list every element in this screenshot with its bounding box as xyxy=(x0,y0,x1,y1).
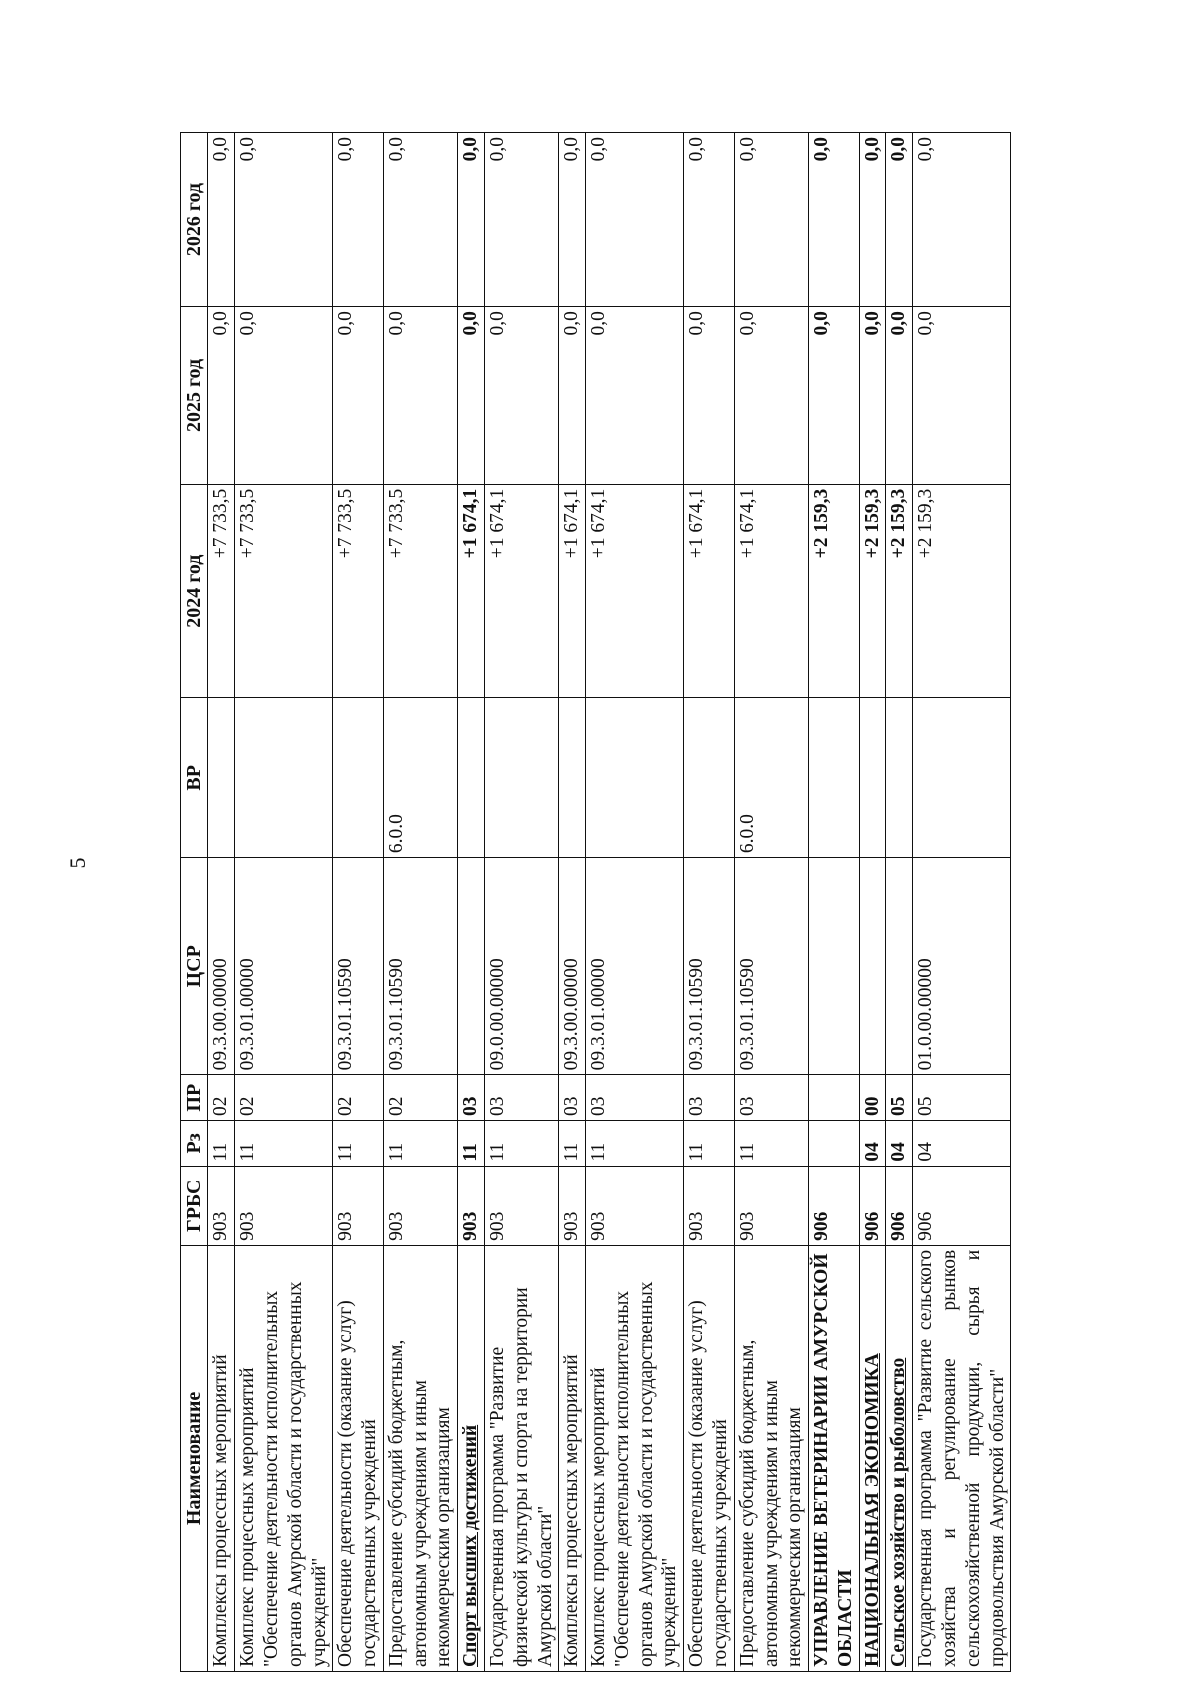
row-csr-cell xyxy=(859,858,886,1075)
row-csr-cell: 09.3.01.10590 xyxy=(383,858,457,1075)
row-grbs-cell: 906 xyxy=(809,1166,860,1245)
table-row xyxy=(913,133,1011,1672)
row-name-cell: Сельское хозяйство и рыболовство xyxy=(886,1245,913,1671)
row-vr-cell xyxy=(809,698,860,858)
row-2024-cell: +7 733,5 xyxy=(333,484,384,698)
row-2026-cell: 0,0 xyxy=(559,133,586,307)
row-2025-cell: 0,0 xyxy=(484,307,558,485)
row-csr-cell xyxy=(458,858,485,1075)
row-csr-cell: 09.3.00.00000 xyxy=(208,858,235,1075)
row-name-cell: Комплексы процессных мероприятий xyxy=(559,1245,586,1671)
row-name-cell: Государственная программа "Развитие физической культуры и спорта на территории Амурской области" xyxy=(484,1245,558,1671)
row-rz-cell xyxy=(809,1121,860,1167)
header-2026: 2026 год xyxy=(181,133,208,307)
row-2024-cell: +1 674,1 xyxy=(458,484,485,698)
row-2024-cell: +2 159,3 xyxy=(809,484,860,698)
row-2025-cell: 0,0 xyxy=(235,307,333,485)
row-vr-cell xyxy=(458,698,485,858)
row-rz-cell: 11 xyxy=(208,1121,235,1167)
row-pr-cell: 05 xyxy=(913,1075,1011,1121)
row-csr-cell: 09.3.01.00000 xyxy=(235,858,333,1075)
row-2025-cell: 0,0 xyxy=(886,307,913,485)
row-pr-cell: 02 xyxy=(333,1075,384,1121)
table-row xyxy=(208,133,235,1672)
row-vr-cell xyxy=(684,698,735,858)
row-grbs-cell: 903 xyxy=(333,1166,384,1245)
row-2024-cell: +1 674,1 xyxy=(684,484,735,698)
row-name-cell: Комплекс процессных мероприятий "Обеспечение деятельности исполнительных органов Амурской области и государственных учреждений" xyxy=(586,1245,684,1671)
row-name-cell: Комплексы процессных мероприятий xyxy=(208,1245,235,1671)
row-2026-cell: 0,0 xyxy=(886,133,913,307)
row-vr-cell xyxy=(484,698,558,858)
row-rz-cell: 11 xyxy=(559,1121,586,1167)
table-body xyxy=(208,133,1011,1672)
row-2024-cell: +2 159,3 xyxy=(913,484,1011,698)
row-rz-cell: 11 xyxy=(586,1121,684,1167)
row-rz-cell: 04 xyxy=(913,1121,1011,1167)
row-2025-cell: 0,0 xyxy=(208,307,235,485)
row-2025-cell: 0,0 xyxy=(383,307,457,485)
table-row xyxy=(684,133,735,1672)
row-rz-cell: 11 xyxy=(734,1121,808,1167)
row-rz-cell: 11 xyxy=(684,1121,735,1167)
row-name-cell: Комплекс процессных мероприятий "Обеспечение деятельности исполнительных органов Амурской области и государственных учреждений" xyxy=(235,1245,333,1671)
row-2026-cell: 0,0 xyxy=(235,133,333,307)
header-vr: ВР xyxy=(181,698,208,858)
row-2025-cell: 0,0 xyxy=(809,307,860,485)
row-grbs-cell: 903 xyxy=(383,1166,457,1245)
row-pr-cell: 02 xyxy=(208,1075,235,1121)
row-2024-cell: +7 733,5 xyxy=(383,484,457,698)
row-name-cell: Государственная программа "Развитие сельского хозяйства и регулирование рынков сельскохозяйственной продукции, сырья и продовольствия Амурской области" xyxy=(913,1245,1011,1671)
row-name-cell: Предоставление субсидий бюджетным, автономным учреждениям и иным некоммерческим организациям xyxy=(734,1245,808,1671)
table-row xyxy=(734,133,808,1672)
row-rz-cell: 11 xyxy=(383,1121,457,1167)
row-csr-cell: 09.3.00.00000 xyxy=(559,858,586,1075)
row-vr-cell xyxy=(913,698,1011,858)
row-name-cell: Предоставление субсидий бюджетным, автономным учреждениям и иным некоммерческим организациям xyxy=(383,1245,457,1671)
table-row xyxy=(809,133,860,1672)
row-pr-cell: 03 xyxy=(458,1075,485,1121)
row-pr-cell: 03 xyxy=(484,1075,558,1121)
row-2026-cell: 0,0 xyxy=(208,133,235,307)
header-name: Наименование xyxy=(181,1245,208,1671)
row-grbs-cell: 903 xyxy=(458,1166,485,1245)
table-row xyxy=(484,133,558,1672)
row-2025-cell: 0,0 xyxy=(859,307,886,485)
table-row xyxy=(586,133,684,1672)
row-2026-cell: 0,0 xyxy=(333,133,384,307)
row-2026-cell: 0,0 xyxy=(913,133,1011,307)
row-vr-cell xyxy=(586,698,684,858)
row-csr-cell xyxy=(886,858,913,1075)
table-row xyxy=(333,133,384,1672)
row-2025-cell: 0,0 xyxy=(913,307,1011,485)
table-row xyxy=(458,133,485,1672)
table-row xyxy=(235,133,333,1672)
row-pr-cell: 03 xyxy=(734,1075,808,1121)
row-grbs-cell: 906 xyxy=(859,1166,886,1245)
row-rz-cell: 11 xyxy=(484,1121,558,1167)
row-2026-cell: 0,0 xyxy=(684,133,735,307)
row-grbs-cell: 903 xyxy=(734,1166,808,1245)
row-grbs-cell: 906 xyxy=(913,1166,1011,1245)
row-vr-cell xyxy=(886,698,913,858)
row-2024-cell: +1 674,1 xyxy=(734,484,808,698)
row-grbs-cell: 906 xyxy=(886,1166,913,1245)
row-2025-cell: 0,0 xyxy=(734,307,808,485)
row-pr-cell: 03 xyxy=(684,1075,735,1121)
row-vr-cell: 6.0.0 xyxy=(383,698,457,858)
table-header-row xyxy=(181,133,208,1672)
row-grbs-cell: 903 xyxy=(235,1166,333,1245)
row-vr-cell xyxy=(208,698,235,858)
row-rz-cell: 11 xyxy=(458,1121,485,1167)
row-rz-cell: 11 xyxy=(235,1121,333,1167)
row-vr-cell: 6.0.0 xyxy=(734,698,808,858)
row-name-cell: Обеспечение деятельности (оказание услуг) государственных учреждений xyxy=(333,1245,384,1671)
row-2024-cell: +1 674,1 xyxy=(559,484,586,698)
row-pr-cell: 02 xyxy=(235,1075,333,1121)
row-grbs-cell: 903 xyxy=(684,1166,735,1245)
row-pr-cell: 03 xyxy=(586,1075,684,1121)
row-name-cell: НАЦИОНАЛЬНАЯ ЭКОНОМИКА xyxy=(859,1245,886,1671)
row-2025-cell: 0,0 xyxy=(684,307,735,485)
row-2024-cell: +7 733,5 xyxy=(235,484,333,698)
table-row xyxy=(383,133,457,1672)
row-vr-cell xyxy=(559,698,586,858)
row-rz-cell: 11 xyxy=(333,1121,384,1167)
row-pr-cell: 05 xyxy=(886,1075,913,1121)
row-csr-cell xyxy=(809,858,860,1075)
row-vr-cell xyxy=(235,698,333,858)
header-pr: ПР xyxy=(181,1075,208,1121)
row-csr-cell: 09.3.01.10590 xyxy=(333,858,384,1075)
row-csr-cell: 09.3.01.10590 xyxy=(734,858,808,1075)
budget-table-rotated xyxy=(180,132,1200,1672)
header-2024: 2024 год xyxy=(181,484,208,698)
row-2026-cell: 0,0 xyxy=(484,133,558,307)
row-name-cell: Обеспечение деятельности (оказание услуг) государственных учреждений xyxy=(684,1245,735,1671)
table-row xyxy=(559,133,586,1672)
header-2025: 2025 год xyxy=(181,307,208,485)
row-2026-cell: 0,0 xyxy=(734,133,808,307)
row-2024-cell: +2 159,3 xyxy=(859,484,886,698)
row-grbs-cell: 903 xyxy=(484,1166,558,1245)
row-pr-cell: 03 xyxy=(559,1075,586,1121)
row-csr-cell: 01.0.00.00000 xyxy=(913,858,1011,1075)
row-grbs-cell: 903 xyxy=(208,1166,235,1245)
header-rz: Рз xyxy=(181,1121,208,1167)
row-2026-cell: 0,0 xyxy=(809,133,860,307)
row-2025-cell: 0,0 xyxy=(586,307,684,485)
table-row xyxy=(886,133,913,1672)
row-name-cell: Спорт высших достижений xyxy=(458,1245,485,1671)
row-rz-cell: 04 xyxy=(859,1121,886,1167)
table-row xyxy=(859,133,886,1672)
row-2025-cell: 0,0 xyxy=(333,307,384,485)
row-grbs-cell: 903 xyxy=(586,1166,684,1245)
row-rz-cell: 04 xyxy=(886,1121,913,1167)
row-name-cell: УПРАВЛЕНИЕ ВЕТЕРИНАРИИ АМУРСКОЙ ОБЛАСТИ xyxy=(809,1245,860,1671)
row-2025-cell: 0,0 xyxy=(458,307,485,485)
row-grbs-cell: 903 xyxy=(559,1166,586,1245)
row-pr-cell: 02 xyxy=(383,1075,457,1121)
row-vr-cell xyxy=(333,698,384,858)
row-2024-cell: +2 159,3 xyxy=(886,484,913,698)
page-number: 5 xyxy=(65,857,90,869)
row-pr-cell xyxy=(809,1075,860,1121)
row-csr-cell: 09.3.01.00000 xyxy=(586,858,684,1075)
row-csr-cell: 09.0.00.00000 xyxy=(484,858,558,1075)
row-2024-cell: +7 733,5 xyxy=(208,484,235,698)
row-2024-cell: +1 674,1 xyxy=(484,484,558,698)
row-2026-cell: 0,0 xyxy=(586,133,684,307)
row-2026-cell: 0,0 xyxy=(383,133,457,307)
header-csr: ЦСР xyxy=(181,858,208,1075)
header-grbs: ГРБС xyxy=(181,1166,208,1245)
row-2025-cell: 0,0 xyxy=(559,307,586,485)
row-2026-cell: 0,0 xyxy=(859,133,886,307)
row-vr-cell xyxy=(859,698,886,858)
row-2024-cell: +1 674,1 xyxy=(586,484,684,698)
row-2026-cell: 0,0 xyxy=(458,133,485,307)
row-csr-cell: 09.3.01.10590 xyxy=(684,858,735,1075)
row-pr-cell: 00 xyxy=(859,1075,886,1121)
budget-table xyxy=(180,132,1011,1672)
